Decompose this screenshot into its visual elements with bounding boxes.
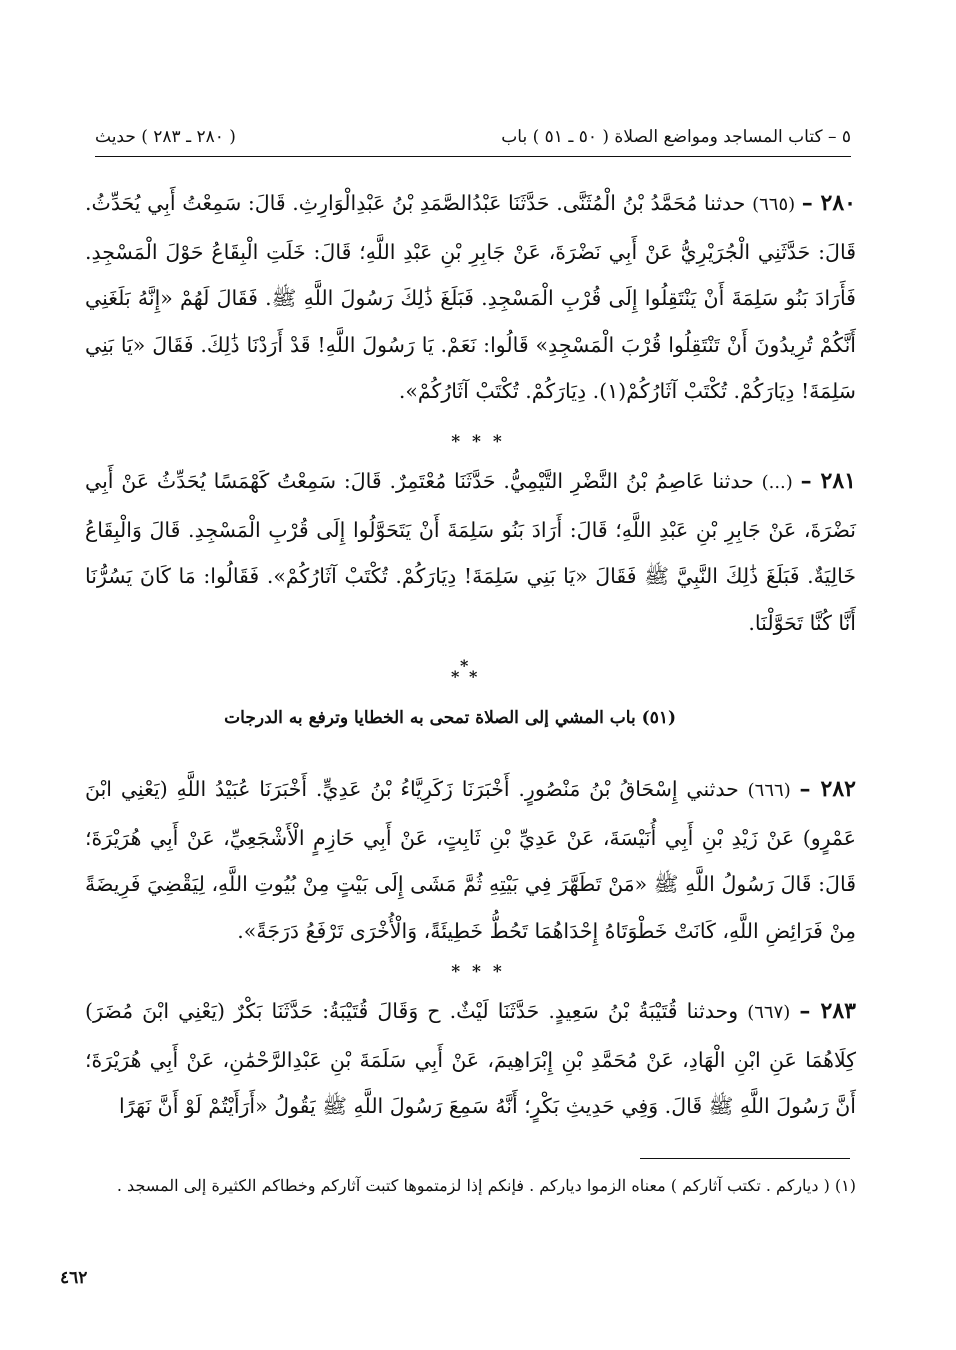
header-hadith-range: ( ٢٨٠ ـ ٢٨٣ ) حديث: [95, 127, 236, 147]
hadith-number: ٢٨٢ –: [799, 776, 856, 802]
header-chapter-info: ٥ – كتاب المساجد ومواضع الصلاة ( ٥٠ ـ ٥١ ) باب: [501, 127, 851, 147]
hadith-number: ٢٨٠ –: [801, 190, 856, 216]
hadith-280: [85, 180, 856, 415]
section-separator: * * *: [451, 962, 505, 982]
hadith-reference: (٦٦٦): [747, 780, 791, 801]
hadith-number: ٢٨٣ –: [799, 998, 856, 1024]
running-header: [95, 118, 851, 157]
hadith-text: وحدثنا قُتَيْبَةُ بْنُ سَعِيدٍ. حَدَّثَنَا لَيْثٌ. ح وَقَالَ قُتَيْبَةُ: حَدَّثَنَا بَكْرٌ (يَعْنِي ابْنَ مُضَرَ) كِلَاهُمَا عَنِ ابْنِ الْهَادِ، عَنْ مُحَمَّدِ بْنِ إِبْرَاهِيمَ، عَنْ أَبِي سَلَمَةَ بْنِ عَبْدِالرَّحْمَٰنِ، عَنْ أَبِي هُرَيْرَةَ؛ أَنَّ رَسُولَ اللَّهِ ﷺ قَالَ. وَفِي حَدِيثِ بَكْرٍ؛ أَنَّهُ سَمِعَ رَسُولَ اللَّهِ ﷺ يَقُولُ «أَرَأَيْتُمْ لَوْ أَنَّ نَهَرًا: [85, 999, 856, 1118]
hadith-281: [85, 458, 856, 646]
hadith-number: ٢٨١ –: [800, 468, 856, 494]
section-separator: * * *: [451, 432, 505, 452]
hadith-text: حدثنا عَاصِمُ بْنُ النَّضْرِ التَّيْمِيُّ. حَدَّثَنَا مُعْتَمِرٌ. قَالَ: سَمِعْتُ كَهْمَسًا يُحَدِّثُ عَنْ أَبِي نَضْرَةَ، عَنْ جَابِرِ بْنِ عَبْدِ اللَّهِ؛ قَالَ: أَرَادَ بَنُو سَلِمَةَ أَنْ يَتَحَوَّلُوا إِلَى قُرْبِ الْمَسْجِدِ. قَالَ وَالْبِقَاعُ خَالِيَةٌ. فَبَلَغَ ذَٰلِكَ النَّبِيَّ ﷺ فَقَالَ «يَا بَنِي سَلِمَةَ! دِيَارَكُمْ. تُكْتَبْ آثَارُكُمْ». فَقَالُوا: مَا كَانَ يَسُرُّنَا أَنَّا كُنَّا تَحَوَّلْنَا.: [85, 469, 856, 635]
hadith-reference: (٦٦٧): [747, 1002, 791, 1023]
page-number: ٤٦٢: [60, 1268, 88, 1288]
hadith-reference: (٦٦٥): [752, 194, 796, 215]
footnote: (١) ( دياركم . تكتب آثاركم ) معناه الزموا دياركم . فإنكم إذا لزمتموها كتبت آثاركم وخطاكم الكثيرة إلى المسجد .: [116, 1176, 856, 1195]
hadith-text: حدثني إِسْحَاقُ بْنُ مَنْصُورٍ. أَخْبَرَنَا زَكَرِيَّاءُ بْنُ عَدِيٍّ. أَخْبَرَنَا عُبَيْدُ اللَّهِ (يَعْنِي ابْنَ عَمْرٍو) عَنْ زَيْدِ بْنِ أَبِي أُنَيْسَةَ، عَنْ عَدِيِّ بْنِ ثَابِتٍ، عَنْ أَبِي حَازِمٍ الْأَشْجَعِيِّ، عَنْ أَبِي هُرَيْرَةَ؛ قَالَ: قَالَ رَسُولُ اللَّهِ ﷺ «مَنْ تَطَهَّرَ فِي بَيْتِهِ ثُمَّ مَشَى إِلَى بَيْتٍ مِنْ بُيُوتِ اللَّهِ، لِيَقْضِيَ فَرِيضَةً مِنْ فَرَائِضِ اللَّهِ، كَانَتْ خَطْوَتَاهُ إِحْدَاهُمَا تَحُطُّ خَطِيئَةً، وَالْأُخْرَى تَرْفَعُ دَرَجَةً».: [85, 777, 856, 943]
footnote-divider: [640, 1158, 850, 1159]
hadith-283: [85, 988, 856, 1130]
chapter-separator-stars: * * *: [451, 656, 478, 686]
chapter-title: (٥١) باب المشي إلى الصلاة تمحى به الخطايا وترفع به الدرجات: [224, 708, 676, 728]
hadith-282: [85, 766, 856, 954]
hadith-reference: (...): [761, 472, 793, 493]
hadith-text: حدثنا مُحَمَّدُ بْنُ الْمُثَنَّى. حَدَّثَنَا عَبْدُالصَّمَدِ بْنُ عَبْدِالْوَارِثِ. قَالَ: سَمِعْتُ أَبِي يُحَدِّثُ. قَالَ: حَدَّثَنِي الْجُرَيْرِيُّ عَنْ أَبِي نَضْرَةَ، عَنْ جَابِرِ بْنِ عَبْدِ اللَّهِ؛ قَالَ: خَلَتِ الْبِقَاعُ حَوْلَ الْمَسْجِدِ. فَأَرَادَ بَنُو سَلِمَةَ أَنْ يَنْتَقِلُوا إِلَى قُرْبِ الْمَسْجِدِ. فَبَلَغَ ذَٰلِكَ رَسُولَ اللَّهِ ﷺ. فَقَالَ لَهُمْ «إِنَّهُ بَلَغَنِي أَنَّكُمْ تُرِيدُونَ أَنْ تَنْتَقِلُوا قُرْبَ الْمَسْجِدِ» قَالُوا: نَعَمْ. يَا رَسُولَ اللَّهِ! قَدْ أَرَدْنَا ذَٰلِكَ. فَقَالَ «يَا بَنِي سَلِمَةَ! دِيَارَكُمْ. تُكْتَبْ آثَارُكُمْ(١). دِيَارَكُمْ. تُكْتَبْ آثَارُكُمْ».: [85, 191, 856, 403]
